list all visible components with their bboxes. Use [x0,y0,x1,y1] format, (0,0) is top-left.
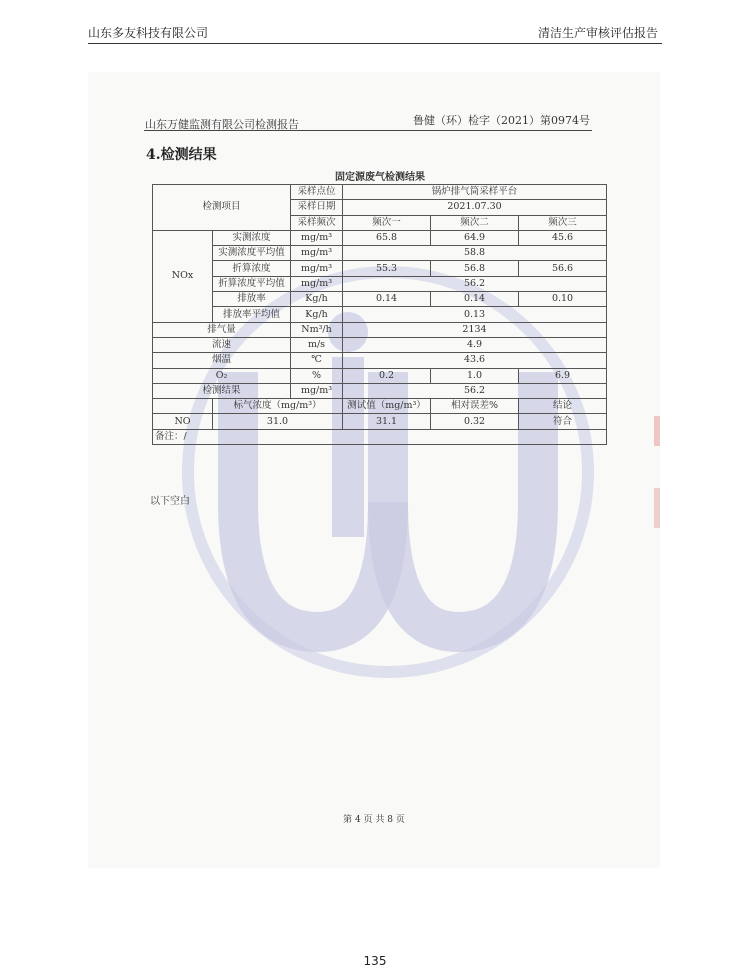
temperature-value: 43.6 [343,353,607,368]
sampling-date: 2021.07.30 [343,200,607,215]
table-row [153,337,607,352]
below-blank-note: 以下空白 [150,496,190,507]
table-row [153,246,607,261]
sampling-point-label: 采样点位 [291,185,343,200]
row-unit: Kg/h [291,307,343,322]
cell-v3: 0.10 [519,292,607,307]
table-row [153,307,607,322]
o2-v1: 0.2 [343,368,431,383]
cell-v2: 56.8 [431,261,519,276]
row-unit: Kg/h [291,292,343,307]
row-name: 排放率 [213,292,291,307]
row-unit: mg/m³ [291,276,343,291]
no-std: 31.0 [213,414,343,429]
exhaust-label: 排气量 [153,322,291,337]
table-row [153,429,607,444]
cell-v3: 56.6 [519,261,607,276]
row-name: 实测浓度 [213,230,291,245]
cell-v3: 45.6 [519,230,607,245]
result-unit: mg/m³ [291,383,343,398]
velocity-unit: m/s [291,337,343,352]
o2-v2: 1.0 [431,368,519,383]
o2-unit: % [291,368,343,383]
nox-label: NOx [153,230,213,322]
row-name: 折算浓度 [213,261,291,276]
compare-header-std: 标气浓度（mg/m³） [213,399,343,414]
table-row [153,353,607,368]
no-test: 31.1 [343,414,431,429]
temperature-label: 烟温 [153,353,291,368]
stamp-fragment-icon [654,416,660,446]
velocity-label: 流速 [153,337,291,352]
o2-label: O₂ [153,368,291,383]
report-page-indicator: 第 4 页 共 8 页 [343,815,405,825]
table-row [153,292,607,307]
result-label: 检测结果 [153,383,291,398]
no-label: NO [153,414,213,429]
sampling-date-label: 采样日期 [291,200,343,215]
frequency-label: 采样频次 [291,215,343,230]
compare-blank [153,399,213,414]
freq-3: 频次三 [519,215,607,230]
cell-v2: 0.14 [431,292,519,307]
report-number: 鲁健（环）检字（2021）第0974号 [413,114,590,127]
exhaust-unit: Nm³/h [291,322,343,337]
sampling-point: 锅炉排气筒采样平台 [343,185,607,200]
scanned-report-page [88,72,660,868]
stamp-fragment-icon [654,488,660,528]
freq-2: 频次二 [431,215,519,230]
freq-1: 频次一 [343,215,431,230]
velocity-value: 4.9 [343,337,607,352]
report-issuer: 山东万健监测有限公司检测报告 [145,118,299,131]
item-label: 检测项目 [153,185,291,231]
no-conclusion: 符合 [519,414,607,429]
table-row [153,399,607,414]
table-row [153,383,607,398]
cell-avg: 56.2 [343,276,607,291]
table-row [153,368,607,383]
compare-header-error: 相对误差% [431,399,519,414]
table-row [153,230,607,245]
cell-v1: 65.8 [343,230,431,245]
cell-v1: 0.14 [343,292,431,307]
row-name: 排放率平均值 [213,307,291,322]
table-row [153,261,607,276]
exhaust-value: 2134 [343,322,607,337]
table-row [153,414,607,429]
document-company-header: 山东多友科技有限公司 [88,26,209,40]
no-error: 0.32 [431,414,519,429]
row-unit: mg/m³ [291,261,343,276]
compare-header-test: 测试值（mg/m³） [343,399,431,414]
report-header-divider [144,130,592,131]
row-unit: mg/m³ [291,246,343,261]
table-row [153,185,607,200]
table-row [153,276,607,291]
document-report-header: 清洁生产审核评估报告 [537,26,658,40]
cell-avg: 0.13 [343,307,607,322]
results-table-block [152,172,608,445]
remark: 备注：/ [153,429,607,444]
temperature-unit: ℃ [291,353,343,368]
o2-v3: 6.9 [519,368,607,383]
result-value: 56.2 [343,383,607,398]
row-name: 折算浓度平均值 [213,276,291,291]
table-caption: 固定源废气检测结果 [335,172,425,183]
results-table [152,184,607,445]
page-number: 135 [363,954,387,968]
section-title: 4.检测结果 [146,147,217,163]
table-row [153,322,607,337]
row-unit: mg/m³ [291,230,343,245]
row-name: 实测浓度平均值 [213,246,291,261]
cell-v2: 64.9 [431,230,519,245]
cell-v1: 55.3 [343,261,431,276]
compare-header-conclusion: 结论 [519,399,607,414]
header-divider [88,43,662,44]
cell-avg: 58.8 [343,246,607,261]
